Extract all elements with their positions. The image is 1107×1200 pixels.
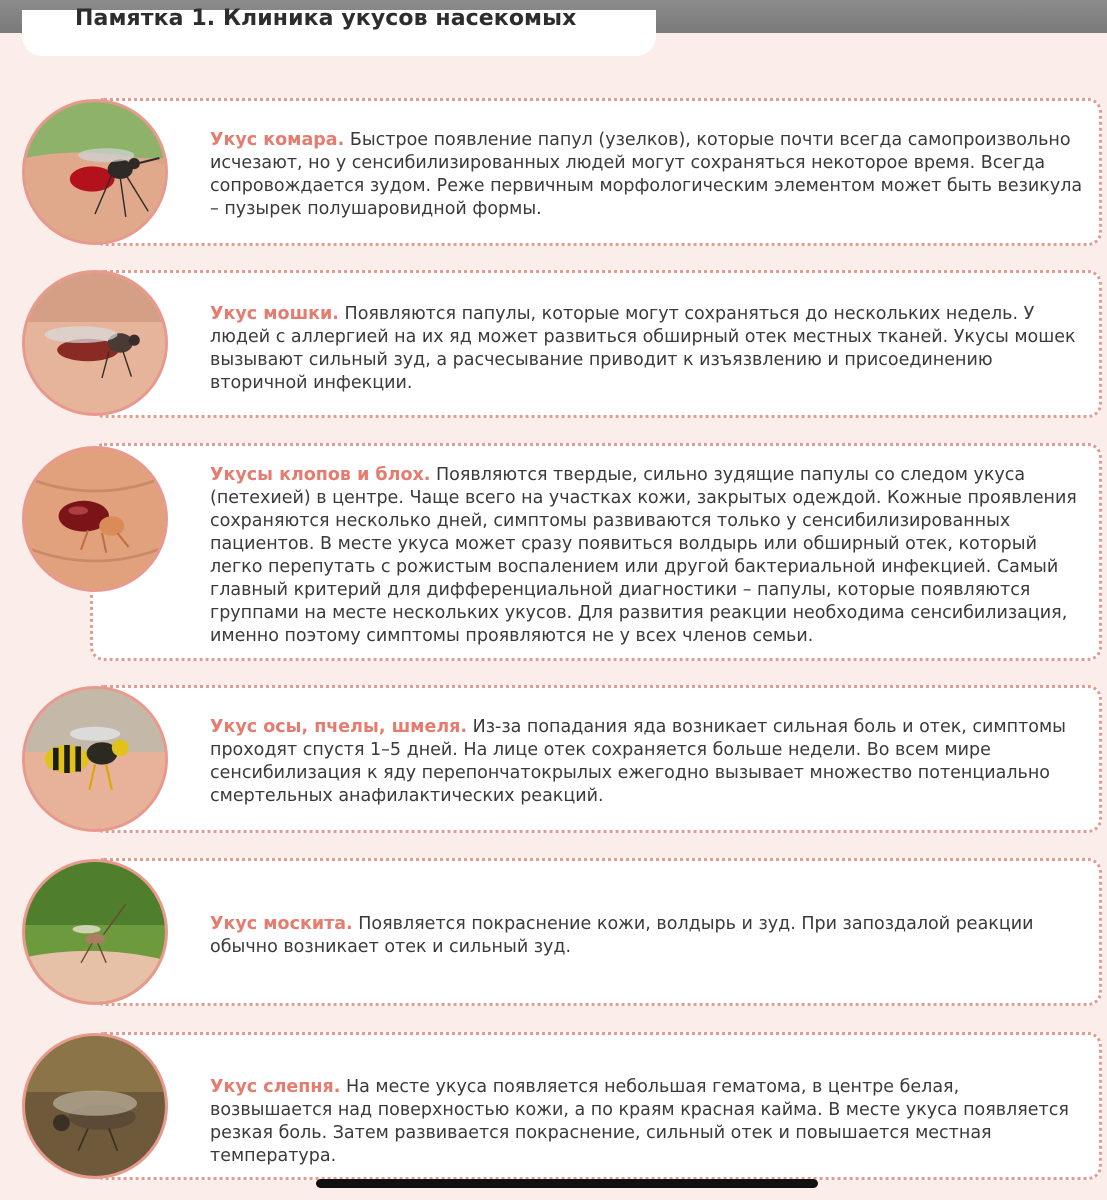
blackfly-icon xyxy=(22,270,168,416)
bedbug-icon xyxy=(22,446,168,592)
card-body: На месте укуса появляется небольшая гематома, в центре белая, возвышается над поверхностью кожи, а по краям красная кайма. В месте укуса появляется резкая боль. Затем развивается покраснение, сильный отек и повышается местная температура. xyxy=(210,1077,1069,1166)
card-body: Появляются папулы, которые могут сохраняться до нескольких недель. У людей с аллергией на их яд может развиться обширный отек местных тканей. Укусы мошек вызывают сильный зуд, а расчесывание приводит к изъязвлению и присоединению вторичной инфекции. xyxy=(210,304,1076,393)
card-heading: Укус комара. xyxy=(210,130,345,150)
page-title: Памятка 1. Клиника укусов насекомых xyxy=(75,6,577,31)
card-heading: Укус осы, пчелы, шмеля. xyxy=(210,717,468,737)
card-body: Из-за попадания яда возникает сильная боль и отек, симптомы проходят спустя 1–5 дней. На лице отек сохраняется больше недели. Во всем мире сенсибилизация к яду перепончатокрылых ежегодно вызывает множество потенциально смертельных анафилактических реакций. xyxy=(210,717,1066,806)
card-text-bedbug xyxy=(210,464,1085,648)
sandfly-icon xyxy=(22,859,168,1005)
card-heading: Укус москита. xyxy=(210,914,353,934)
card-text-sandfly xyxy=(210,913,1085,959)
card-text-blackfly xyxy=(210,303,1085,395)
card-text-mosquito xyxy=(210,129,1085,221)
card-body: Быстрое появление папул (узелков), которые почти всегда самопроизвольно исчезают, но у сенсибилизированных людей могут сохраняться некоторое время. Всегда сопровождается зудом. Реже первичным морфологическим элементом может быть везикула – пузырек полушаровидной формы. xyxy=(210,130,1083,219)
wasp-icon xyxy=(22,686,168,832)
card-heading: Укусы клопов и блох. xyxy=(210,465,431,485)
mosquito-icon xyxy=(22,99,168,245)
card-body: Появляется покраснение кожи, волдырь и зуд. При запоздалой реакции обычно возникает отек и сильный зуд. xyxy=(210,914,1034,957)
card-heading: Укус мошки. xyxy=(210,304,339,324)
card-text-wasp xyxy=(210,716,1085,808)
card-heading: Укус слепня. xyxy=(210,1077,341,1097)
horsefly-icon xyxy=(22,1033,168,1179)
card-body: Появляются твердые, сильно зудящие папулы со следом укуса (петехией) в центре. Чаще всего на участках кожи, закрытых одеждой. Кожные проявления сохраняются несколько дней, симптомы развиваются только у сенсибилизированных пациентов. В месте укуса может сразу появиться волдырь или обширный отек, который легко перепутать с рожистым воспалением или другой бактериальной инфекцией. Самый главный критерий для дифференциальной диагностики – папулы, которые появляются группами на месте нескольких укусов. Для развития реакции необходима сенсибилизация, именно поэтому симптомы проявляются не у всех членов семьи. xyxy=(210,465,1077,646)
card-text-horsefly xyxy=(210,1076,1085,1168)
home-indicator[interactable] xyxy=(316,1179,818,1188)
